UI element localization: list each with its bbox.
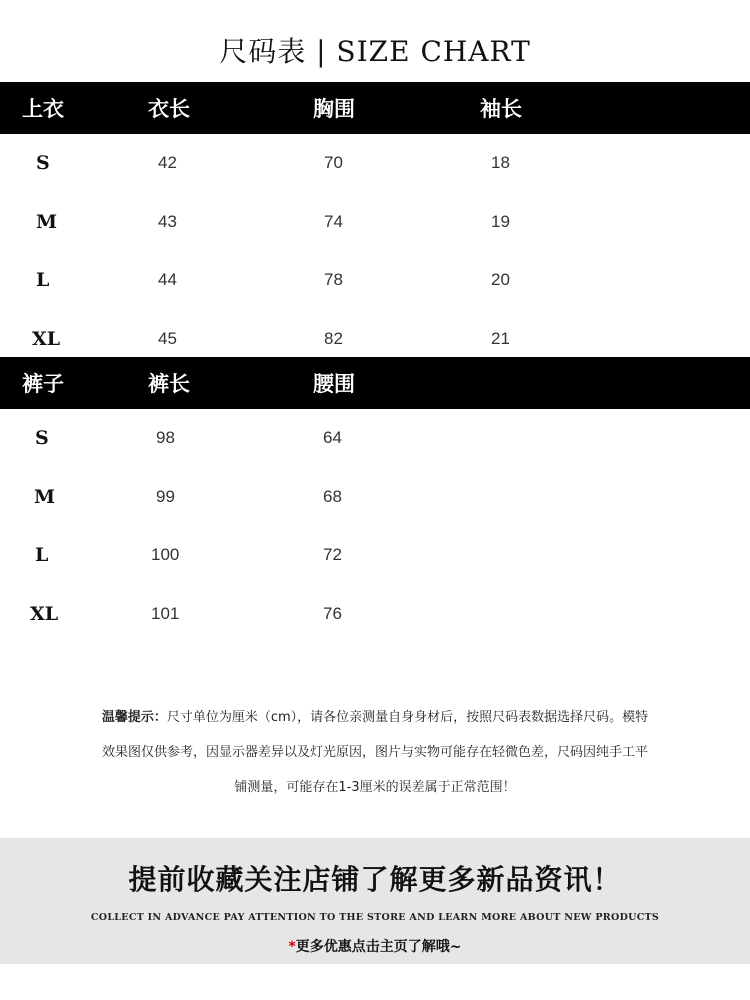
- length-value: 45: [158, 329, 177, 348]
- waist-value: 72: [323, 545, 342, 564]
- size-label: M: [34, 486, 56, 508]
- waist-value: 76: [323, 604, 342, 623]
- chest-value: 78: [324, 270, 343, 289]
- tops-header-length: 衣长: [148, 96, 190, 121]
- size-label: M: [36, 211, 58, 233]
- sleeve-value: 19: [491, 212, 510, 231]
- size-label: XL: [32, 328, 61, 350]
- pants-header-category: 裤子: [22, 371, 64, 396]
- table-row: [0, 319, 750, 359]
- length-value: 42: [158, 153, 177, 172]
- length-value: 101: [151, 604, 180, 623]
- pants-header-bar: [0, 357, 750, 409]
- length-value: 100: [151, 545, 180, 564]
- pants-header-length: 裤长: [148, 371, 190, 396]
- page-title: 尺码表 | SIZE CHART: [219, 35, 531, 68]
- sleeve-value: 18: [491, 153, 510, 172]
- tops-header-sleeve: 袖长: [480, 96, 522, 121]
- chest-value: 70: [324, 153, 343, 172]
- size-label: L: [36, 269, 50, 291]
- size-label: S: [36, 152, 50, 174]
- note-line-2: 效果图仅供参考，因显示器差异以及灯光原因，图片与实物可能存在轻微色差，尺码因纯手工平: [101, 745, 648, 760]
- length-value: 99: [156, 487, 175, 506]
- chest-value: 74: [324, 212, 343, 231]
- table-row: [0, 594, 750, 634]
- table-row: [0, 260, 750, 300]
- tops-header-category: 上衣: [22, 96, 64, 121]
- sleeve-value: 21: [491, 329, 510, 348]
- note-text-1: 尺寸单位为厘米（cm），请各位亲测量自身身材后，按照尺码表数据选择尺码。模特: [166, 710, 649, 725]
- size-label: XL: [30, 603, 59, 625]
- length-value: 44: [158, 270, 177, 289]
- chest-value: 82: [324, 329, 343, 348]
- table-row: [0, 202, 750, 242]
- note-line-1: [60, 700, 690, 735]
- banner-subtitle-text: 更多优惠点击主页了解哦~: [295, 939, 462, 955]
- size-label: S: [35, 427, 49, 449]
- pants-header-waist: 腰围: [313, 371, 355, 396]
- waist-value: 68: [323, 487, 342, 506]
- length-value: 43: [158, 212, 177, 231]
- size-note: [60, 700, 690, 805]
- tops-header-bar: [0, 82, 750, 134]
- table-row: [0, 477, 750, 517]
- sleeve-value: 20: [491, 270, 510, 289]
- size-label: L: [35, 544, 49, 566]
- follow-store-banner: [0, 838, 750, 964]
- table-row: [0, 535, 750, 575]
- tops-header-chest: 胸围: [313, 96, 355, 121]
- banner-title: 提前收藏关注店铺了解更多新品资讯！: [128, 863, 622, 896]
- note-label: 温馨提示：: [101, 710, 167, 725]
- table-row: [0, 143, 750, 183]
- note-line-3: 铺测量，可能存在1-3厘米的误差属于正常范围！: [234, 780, 516, 795]
- star-mark: *: [288, 939, 296, 955]
- table-row: [0, 418, 750, 458]
- waist-value: 64: [323, 428, 342, 447]
- banner-subtitle: [0, 936, 750, 956]
- length-value: 98: [156, 428, 175, 447]
- banner-english-text: COLLECT IN ADVANCE PAY ATTENTION TO THE STORE AND LEARN MORE ABOUT NEW PRODUCTS: [90, 912, 660, 923]
